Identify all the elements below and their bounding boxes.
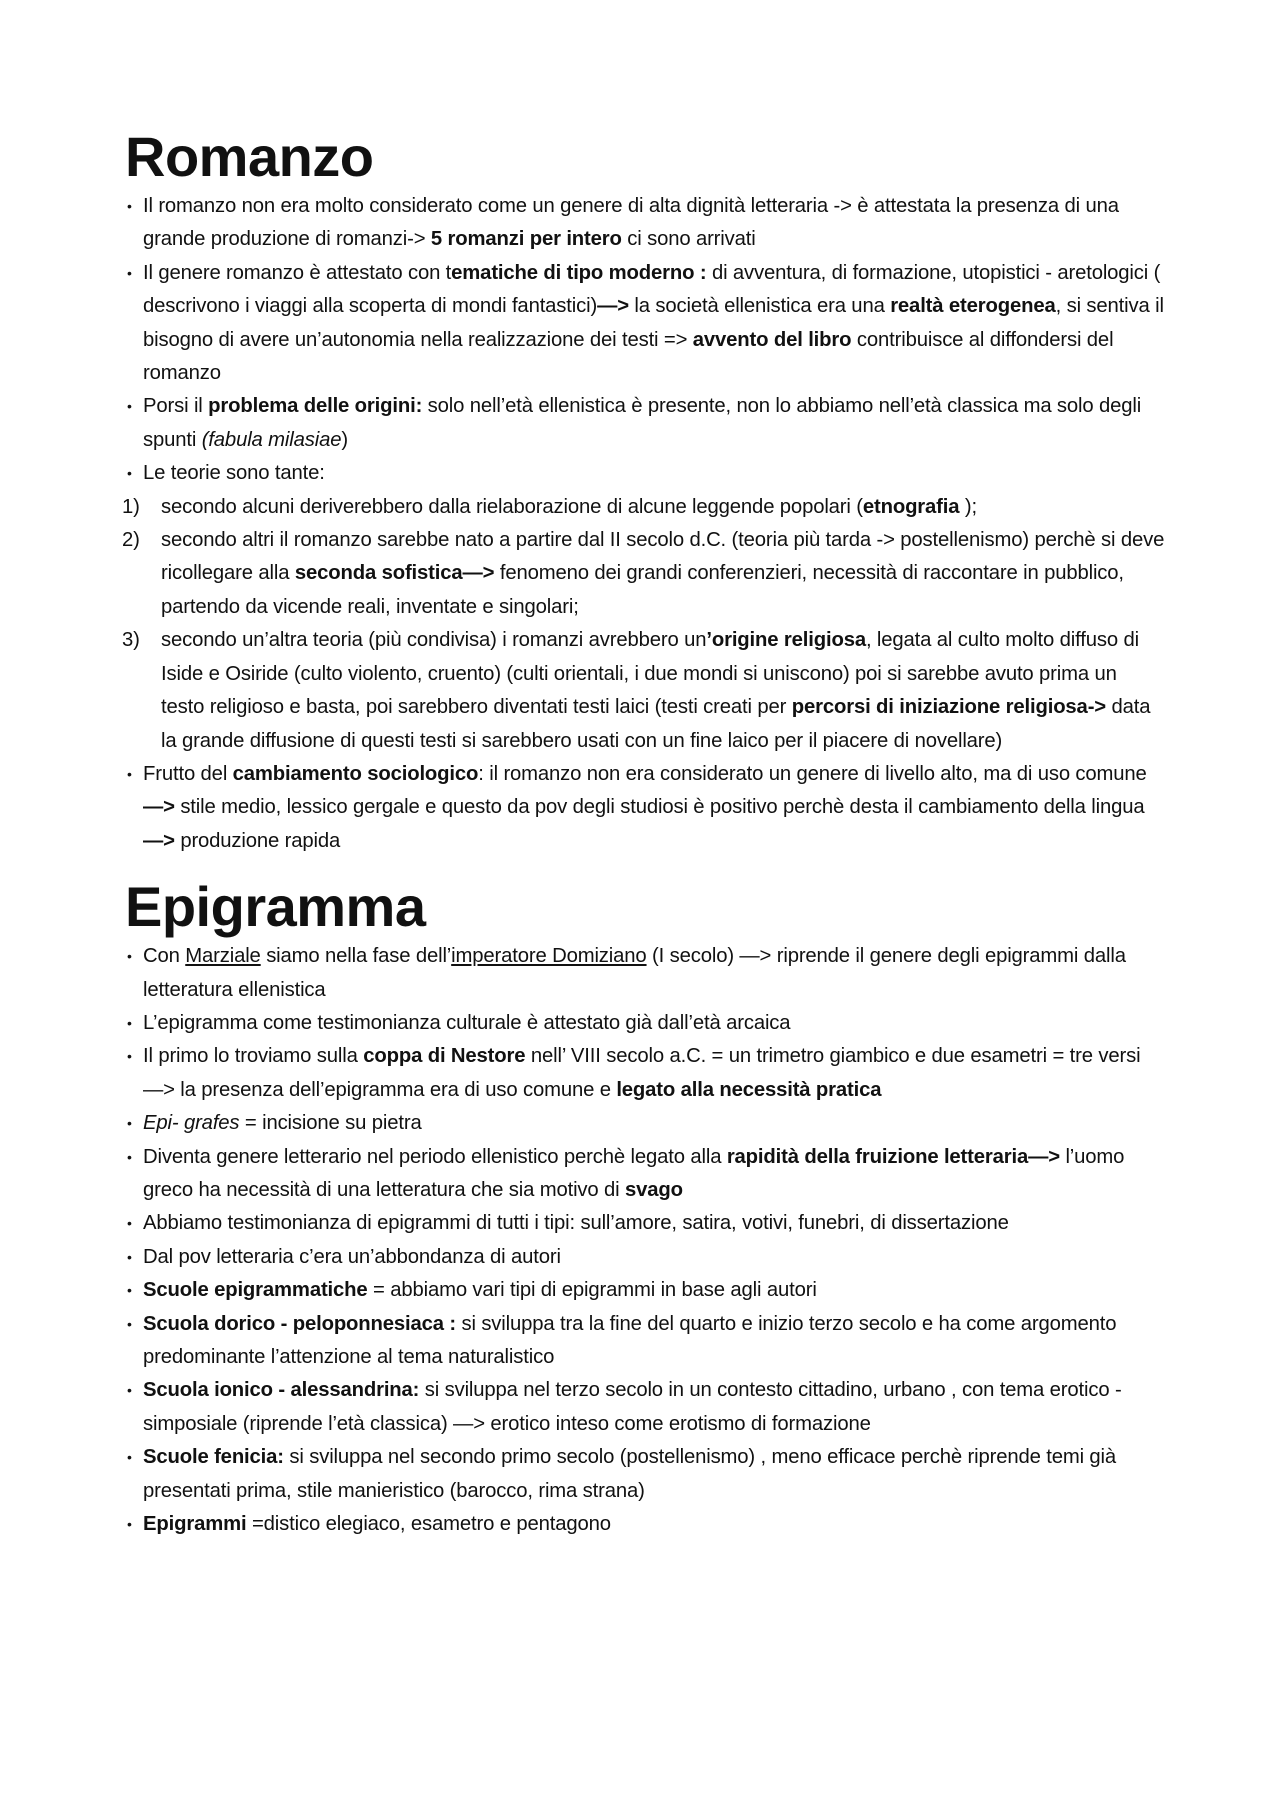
text: nell’ VIII secolo a.C. = un trimetro giambico e due esametri = tre versi —> la presenza dell’epigramma era di uso comune e (143, 1045, 1141, 1101)
italic-text: Epi- grafes (143, 1112, 240, 1135)
text: Abbiamo testimonianza di epigrammi di tutti i tipi: sull’amore, satira, votivi, funebri, di dissertazione (143, 1212, 1009, 1235)
text: Porsi il (143, 395, 209, 418)
text: Il primo lo troviamo sulla (143, 1045, 364, 1068)
bold-text: cambiamento sociologico (232, 762, 479, 785)
bullet-item (125, 457, 1165, 490)
text: solo nell’età ellenistica è presente, non lo abbiamo nell’età classica ma solo degli spunti (143, 395, 1142, 451)
text: L’epigramma come testimonianza culturale è attestato già dall’età arcaica (143, 1011, 791, 1034)
bold-text: seconda sofistica—> (294, 562, 495, 585)
text: l’uomo greco ha necessità di una letteratura che sia motivo di (143, 1145, 1125, 1201)
text: la società ellenistica era una (628, 295, 891, 318)
text: secondo un’altra teoria (più condivisa) i romanzi avrebbero un (161, 629, 707, 652)
text: produzione rapida (174, 829, 341, 852)
numbered-item (122, 524, 1165, 624)
bullet-item (125, 1141, 1165, 1208)
bullet-item (125, 1441, 1165, 1508)
bullet-item (125, 1007, 1165, 1040)
bold-text: ematiche di tipo moderno : (451, 261, 707, 284)
text: , legata al culto molto diffuso di Iside e Osiride (culto violento, cruento) (culti orientali, i due mondi si uniscono) poi si sarebbe avuto prima un testo religioso e basta, poi sarebbero diventati testi laici (testi creati per (161, 629, 1139, 719)
bold-text: Epigrammi (143, 1513, 247, 1536)
bullet-item (125, 1274, 1165, 1307)
underlined-text: Marziale (185, 945, 261, 968)
text: Dal pov letteraria c’era un’abbondanza di autori (143, 1245, 561, 1268)
section-heading: Epigramma (125, 875, 426, 939)
bullet-item (125, 1040, 1165, 1107)
bold-text: Scuole fenicia: (143, 1446, 284, 1469)
text: si sviluppa nel terzo secolo in un contesto cittadino, urbano , con tema erotico - simposiale (riprende l’età classica) —> erotico inteso come erotismo di formazione (143, 1379, 1122, 1435)
text: si sviluppa tra la fine del quarto e inizio terzo secolo e ha come argomento predominante l’attenzione al tema naturalistico (143, 1312, 1117, 1368)
document-page (122, 125, 1165, 1541)
text: ); (959, 495, 977, 518)
item-number: 3) (122, 629, 140, 652)
bold-text: ’origine religiosa (706, 629, 866, 652)
bold-text: avvento del libro (692, 328, 852, 351)
section-list (125, 940, 1165, 1541)
text: : il romanzo non era considerato un genere di livello alto, ma di uso comune (478, 762, 1147, 785)
bullet-item (125, 390, 1165, 457)
text: si sviluppa nel secondo primo secolo (postellenismo) , meno efficace perchè riprende temi già presentati prima, stile manieristico (barocco, rima strana) (143, 1446, 1117, 1502)
text: Il romanzo non era molto considerato come un genere di alta dignità letteraria -> è attestata la presenza di una grande produzione di romanzi-> (143, 195, 1119, 251)
item-number: 2) (122, 529, 140, 552)
bold-text: problema delle origini: (208, 395, 423, 418)
text: fenomeno dei grandi conferenzieri, necessità di raccontare in pubblico, partendo da vicende reali, inventate e singolari; (161, 562, 1124, 618)
text: stile medio, lessico gergale e questo da pov degli studiosi è positivo perchè desta il cambiamento della lingua (174, 796, 1145, 819)
bold-text: legato alla necessità pratica (616, 1078, 882, 1101)
text: di avventura, di formazione, utopistici - aretologici ( descrivono i viaggi alla scoperta di mondi fantastici) (143, 261, 1161, 318)
bold-text: Scuola ionico - alessandrina: (143, 1379, 420, 1402)
bold-text: realtà eterogenea (890, 295, 1056, 318)
bullet-item (125, 1508, 1165, 1541)
bullet-item (125, 257, 1165, 391)
bullet-item (125, 1207, 1165, 1240)
bullet-item (125, 940, 1165, 1007)
bold-text: —> (143, 796, 175, 819)
item-number: 1) (122, 495, 140, 518)
text: Le teorie sono tante: (143, 462, 325, 485)
text: Frutto del (143, 762, 233, 785)
text: (I secolo) —> riprende il genere degli epigrammi dalla letteratura ellenistica (143, 945, 1126, 1001)
underlined-text: imperatore Domiziano (451, 945, 647, 968)
section-heading: Romanzo (125, 125, 374, 188)
text: Con (143, 945, 186, 968)
italic-text: (fabula milasiae (201, 428, 342, 451)
text: ci sono arrivati (621, 228, 756, 251)
bullet-item (125, 1374, 1165, 1441)
text: secondo altri il romanzo sarebbe nato a partire dal II secolo d.C. (teoria più tarda -> postellenismo) perchè si deve ricollegare alla (161, 529, 1165, 585)
text: Il genere romanzo è attestato con t (143, 261, 452, 284)
text: data la grande diffusione di questi testi si sarebbero usati con un fine laico per il piacere di novellare) (161, 696, 1151, 752)
bold-text: Scuole epigrammatiche (143, 1279, 368, 1302)
text: contribuisce al diffondersi del romanzo (143, 328, 1114, 385)
text: = incisione su pietra (239, 1112, 422, 1135)
text: , si sentiva il bisogno di avere un’autonomia nella realizzazione dei testi => (143, 295, 1164, 351)
bold-text: Scuola dorico - peloponnesiaca : (143, 1312, 456, 1335)
bold-text: percorsi di iniziazione religiosa-> (791, 696, 1106, 719)
bold-text: coppa di Nestore (363, 1045, 526, 1068)
bold-text: svago (625, 1178, 683, 1201)
text: = abbiamo vari tipi di epigrammi in base agli autori (367, 1279, 817, 1302)
bullet-item (125, 190, 1165, 257)
bullet-item (125, 1308, 1165, 1375)
bold-text: 5 romanzi per intero (430, 228, 622, 251)
bullet-item (125, 1107, 1165, 1140)
numbered-item (122, 491, 1165, 524)
text: secondo alcuni deriverebbero dalla rielaborazione di alcune leggende popolari ( (161, 495, 863, 518)
text: ) (341, 428, 348, 451)
bold-text: rapidità della fruizione letteraria—> (726, 1145, 1060, 1168)
bold-text: etnografia (862, 495, 960, 518)
section-list (122, 190, 1165, 858)
numbered-item (122, 624, 1165, 758)
text: =distico elegiaco, esametro e pentagono (246, 1513, 611, 1536)
bold-text: —> (143, 829, 175, 852)
text: Diventa genere letterario nel periodo ellenistico perchè legato alla (143, 1145, 727, 1168)
bold-text: —> (597, 295, 629, 318)
bullet-item (125, 1241, 1165, 1274)
text: siamo nella fase dell’ (260, 945, 452, 968)
bullet-item (125, 758, 1165, 858)
